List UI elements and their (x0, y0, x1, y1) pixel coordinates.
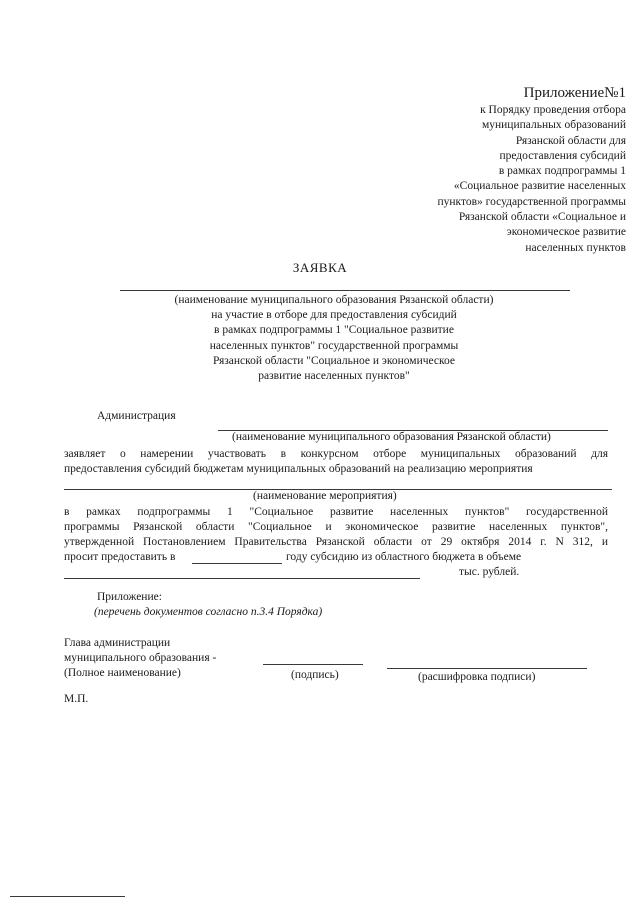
appendix-line: в рамках подпрограммы 1 (498, 165, 626, 178)
subtitle-caption: (наименование муниципального образования Рязанской области) (174, 294, 494, 306)
appendix-heading: Приложение№1 (523, 85, 626, 101)
subtitle-line: Рязанской области "Социальное и экономическое (213, 354, 455, 367)
signature-caption: (подпись) (291, 669, 339, 681)
appendix-line: Рязанской области для (515, 134, 626, 147)
appendix-line: к Порядку проведения отбора (480, 104, 626, 116)
subtitle-line: развитие населенных пунктов" (258, 370, 410, 383)
signer-title-line-3: (Полное наименование) (64, 667, 181, 679)
program-line-1: в рамках подпрограммы 1 "Социальное развитие населенных пунктов" государственной (64, 506, 608, 518)
document-title: ЗАЯВКА (292, 260, 348, 275)
appendix-line: экономическое развитие (506, 226, 626, 239)
subtitle-line: на участие в отборе для предоставления субсидий (211, 309, 457, 322)
signature-line (263, 664, 363, 665)
municipality-name-line (120, 290, 570, 291)
request-end: году субсидию из областного бюджета в объеме (286, 551, 522, 563)
amount-blank-line (64, 578, 420, 579)
appendix-line: пунктов» государственной программы (437, 195, 626, 208)
stamp-place: М.П. (64, 693, 89, 705)
appendix-text (437, 103, 626, 256)
intent-line-1: заявляет о намерении участвовать в конкурсном отборе муниципальных образований для (64, 448, 608, 460)
subtitle-line: в рамках подпрограммы 1 "Социальное развитие (214, 324, 454, 337)
attachment-label: Приложение: (97, 591, 162, 603)
event-caption: (наименование мероприятия) (253, 490, 397, 502)
signature-decode-caption: (расшифровка подписи) (418, 671, 536, 683)
signature-decode-line (387, 668, 587, 669)
footnote-rule (10, 896, 125, 897)
appendix-line: муниципальных образований (481, 119, 626, 132)
signer-title-line-1: Глава администрации (64, 637, 171, 649)
year-blank-line (192, 563, 282, 564)
admin-caption: (наименование муниципального образования Рязанской области) (232, 431, 551, 443)
signer-title-line-2: муниципального образования - (64, 652, 217, 664)
appendix-line: Рязанской области «Социальное и (458, 211, 626, 224)
amount-unit: тыс. рублей. (459, 566, 520, 578)
subtitle (0, 293, 640, 384)
appendix-line: населенных пунктов (525, 241, 626, 254)
request-start: просит предоставить в (64, 551, 176, 563)
appendix-line: «Социальное развитие населенных (453, 180, 626, 193)
intent-line-2: предоставления субсидий бюджетам муниципальных образований на реализацию мероприятия (64, 463, 533, 475)
admin-label: Администрация (97, 410, 176, 422)
subtitle-line: населенных пунктов" государственной программы (209, 339, 459, 352)
program-line-2: программы Рязанской области "Социальное и экономическое развитие населенных пунктов", (64, 521, 608, 533)
attachment-note: (перечень документов согласно п.3.4 Порядка) (94, 606, 323, 618)
appendix-line: предоставления субсидий (499, 149, 626, 162)
program-line-3: утвержденной Постановлением Правительства Рязанской области от 29 октября 2014 г. N 312, и (64, 536, 608, 548)
